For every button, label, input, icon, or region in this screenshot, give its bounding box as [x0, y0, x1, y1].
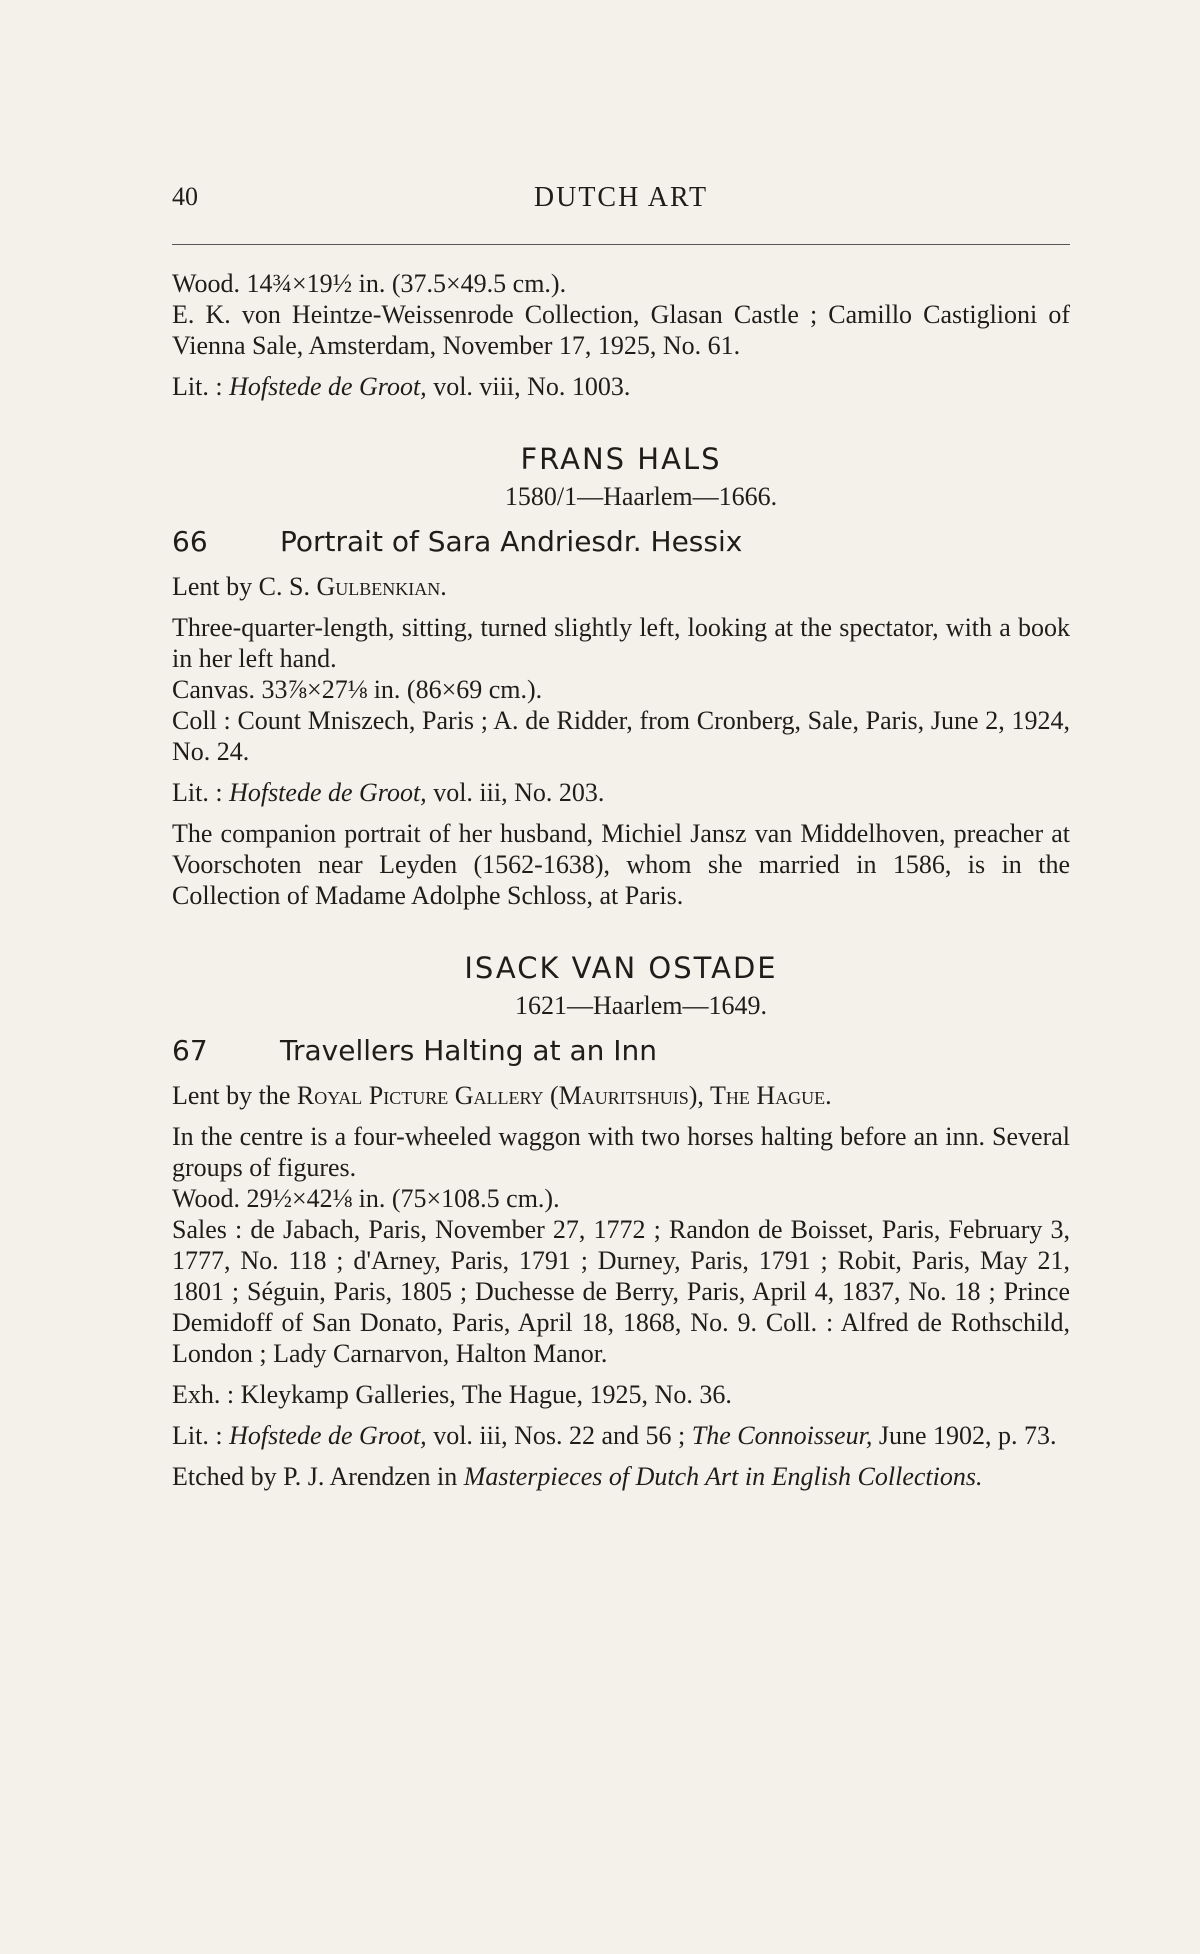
entry-66-collection: Coll : Count Mniszech, Paris ; A. de Ridder, from Cronberg, Sale, Paris, June 2, 1924, No. 24. — [172, 706, 1070, 766]
entry-66-literature: Lit. : Hofstede de Groot, vol. iii, No. 203. — [172, 778, 605, 807]
entry-title: Travellers Halting at an Inn — [280, 1034, 658, 1067]
entry-67-literature: Lit. : Hofstede de Groot, vol. iii, Nos. 22 and 56 ; The Connoisseur, June 1902, p. 73. — [172, 1421, 1057, 1450]
artist-heading-ostade: ISACK VAN OSTADE — [464, 951, 778, 985]
entry-title: Portrait of Sara Andriesdr. Hessix — [280, 525, 743, 558]
entry-67-etching: Etched by P. J. Arendzen in Masterpieces of Dutch Art in English Collections. — [172, 1462, 983, 1491]
artist-dates-ostade: 1621—Haarlem—1649. — [514, 991, 767, 1020]
prev-entry-medium: Wood. 14¾×19½ in. (37.5×49.5 cm.). — [172, 269, 567, 298]
running-head: DUTCH ART — [533, 182, 709, 213]
prev-entry-literature: Lit. : Hofstede de Groot, vol. viii, No. 1003. — [172, 372, 631, 401]
entry-67-lender: Lent by the Royal Picture Gallery (Mauritshuis), The Hague. — [172, 1081, 832, 1110]
entry-heading-67 — [172, 1035, 1070, 1066]
page-number: 40 — [172, 182, 198, 211]
entry-number: 67 — [172, 1034, 208, 1067]
entry-66-description: Three-quarter-length, sitting, turned slightly left, looking at the spectator, with a book in her left hand. — [172, 613, 1070, 673]
entry-67-sales: Sales : de Jabach, Paris, November 27, 1772 ; Randon de Boisset, Paris, February 3, 1777, No. 118 ; d'Arney, Paris, 1791 ; Durney, Paris, 1791 ; Robit, Paris, May 21, 1801 ; Séguin, Paris, 1805 ; Duchesse de Berry, Paris, April 4, 1837, No. 18 ; Prince Demidoff of San Donato, Paris, April 18, 1868, No. 9. Coll. : Alfred de Rothschild, London ; Lady Carnarvon, Halton Manor. — [172, 1215, 1070, 1368]
entry-67-exhibition: Exh. : Kleykamp Galleries, The Hague, 1925, No. 36. — [172, 1380, 732, 1409]
entry-heading-66 — [172, 526, 1070, 557]
header-rule — [172, 244, 1070, 245]
entry-66-note: The companion portrait of her husband, Michiel Jansz van Middelhoven, preacher at Voorschoten near Leyden (1562-1638), whom she married in 1586, is in the Collection of Madame Adolphe Schloss, at Paris. — [172, 819, 1070, 910]
entry-66-medium: Canvas. 33⅞×27⅛ in. (86×69 cm.). — [172, 675, 543, 704]
artist-dates-hals: 1580/1—Haarlem—1666. — [504, 482, 778, 511]
artist-heading-hals: FRANS HALS — [520, 442, 722, 476]
entry-67-medium: Wood. 29½×42⅛ in. (75×108.5 cm.). — [172, 1184, 560, 1213]
prev-entry-provenance: E. K. von Heintze-Weissenrode Collection, Glasan Castle ; Camillo Castiglioni of Vienna Sale, Amsterdam, November 17, 1925, No. 61. — [172, 300, 1070, 360]
page-header — [172, 182, 1070, 222]
entry-66-lender: Lent by C. S. Gulbenkian. — [172, 572, 447, 601]
entry-67-description: In the centre is a four-wheeled waggon with two horses halting before an inn. Several groups of figures. — [172, 1122, 1070, 1182]
entry-number: 66 — [172, 525, 208, 558]
page-body — [172, 268, 1070, 1502]
